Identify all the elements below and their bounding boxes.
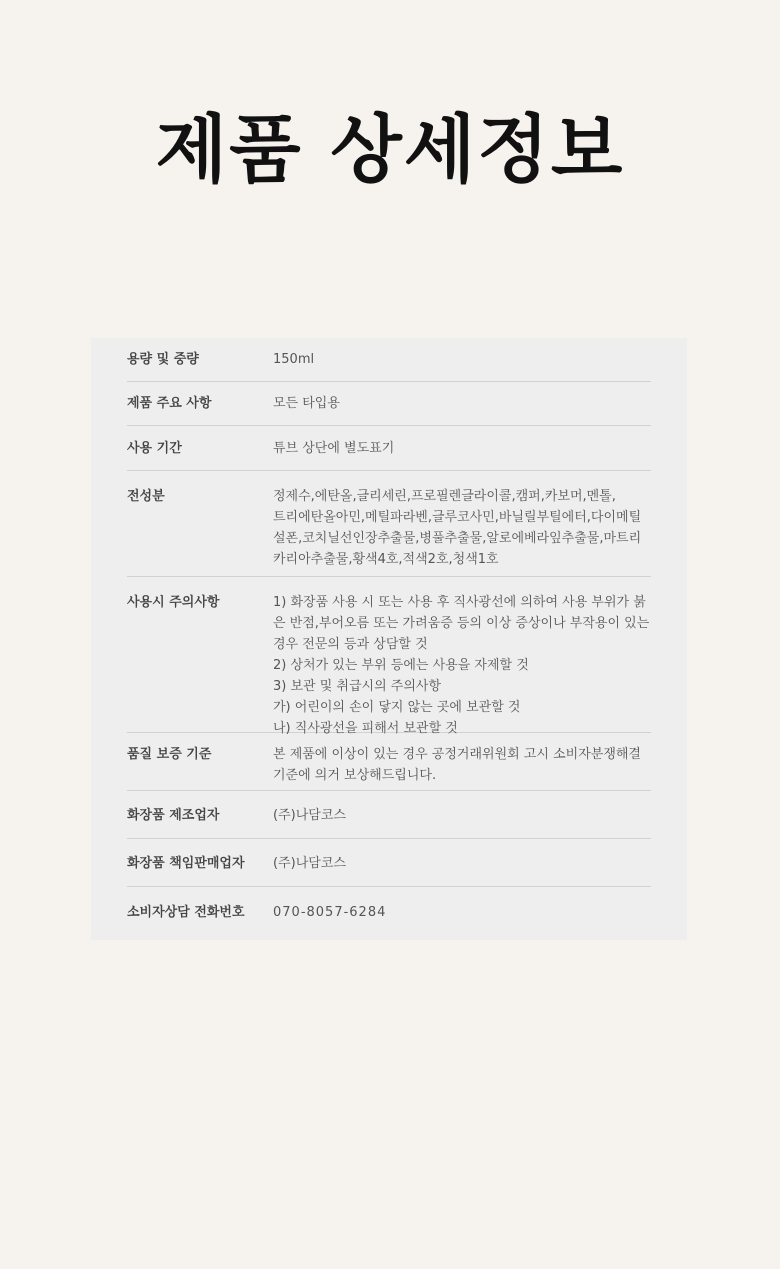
spec-label: 품질 보증 기준 <box>127 747 212 762</box>
page-title: 제품 상세정보 <box>155 107 625 193</box>
spec-label: 전성분 <box>127 489 165 504</box>
spec-row-ingredients <box>127 471 651 577</box>
spec-value: (주)나담코스 <box>273 808 346 823</box>
spec-row-customer-phone <box>127 887 651 937</box>
spec-value: 모든 타입용 <box>273 396 340 411</box>
spec-row-usage-period <box>127 426 651 471</box>
spec-value: 본 제품에 이상이 있는 경우 공정거래위원회 고시 소비자분쟁해결 기준에 의거 보상해드립니다. <box>273 747 641 783</box>
spec-row-cautions <box>127 577 651 736</box>
spec-label: 소비자상담 전화번호 <box>127 905 245 920</box>
spec-label: 제품 주요 사항 <box>127 396 212 411</box>
spec-row-quality-warranty <box>127 733 651 791</box>
spec-row-manufacturer <box>127 791 651 839</box>
spec-label: 용량 및 중량 <box>127 352 199 367</box>
spec-label: 화장품 제조업자 <box>127 808 220 823</box>
spec-value: 1) 화장품 사용 시 또는 사용 후 직사광선에 의하여 사용 부위가 붉 은 반점,부어오름 또는 가려움증 등의 이상 증상이나 부작용이 있는 경우 전문의 등과 상담할 것 2) 상처가 있는 부위 등에는 사용을 자제할 것 3) 보관 및 취급시의 주의사항 가) 어린이의 손이 닿지 않는 곳에 보관할 것 나) 직사광선을 피해서 보관할 것 <box>273 595 650 736</box>
spec-row-volume <box>127 338 651 382</box>
spec-row-main-info <box>127 382 651 426</box>
spec-value: 070-8057-6284 <box>273 905 387 920</box>
spec-label: 사용시 주의사항 <box>127 595 220 610</box>
product-spec-table <box>91 338 687 940</box>
spec-row-responsible-seller <box>127 839 651 887</box>
spec-value: (주)나담코스 <box>273 856 346 871</box>
spec-value: 150ml <box>273 352 315 367</box>
spec-value: 정제수,에탄올,글리세린,프로필렌글라이콜,캠퍼,카보머,멘톨, 트리에탄올아민,메틸파라벤,글루코사민,바닐릴부틸에터,다이메틸 설폰,코치닐선인장추출물,병풀추출물,알로에베라잎추출물,마트리 카리아추출물,황색4호,적색2호,청색1호 <box>273 489 642 567</box>
spec-value: 튜브 상단에 별도표기 <box>273 441 395 456</box>
spec-label: 사용 기간 <box>127 441 182 456</box>
spec-label: 화장품 책임판매업자 <box>127 856 245 871</box>
